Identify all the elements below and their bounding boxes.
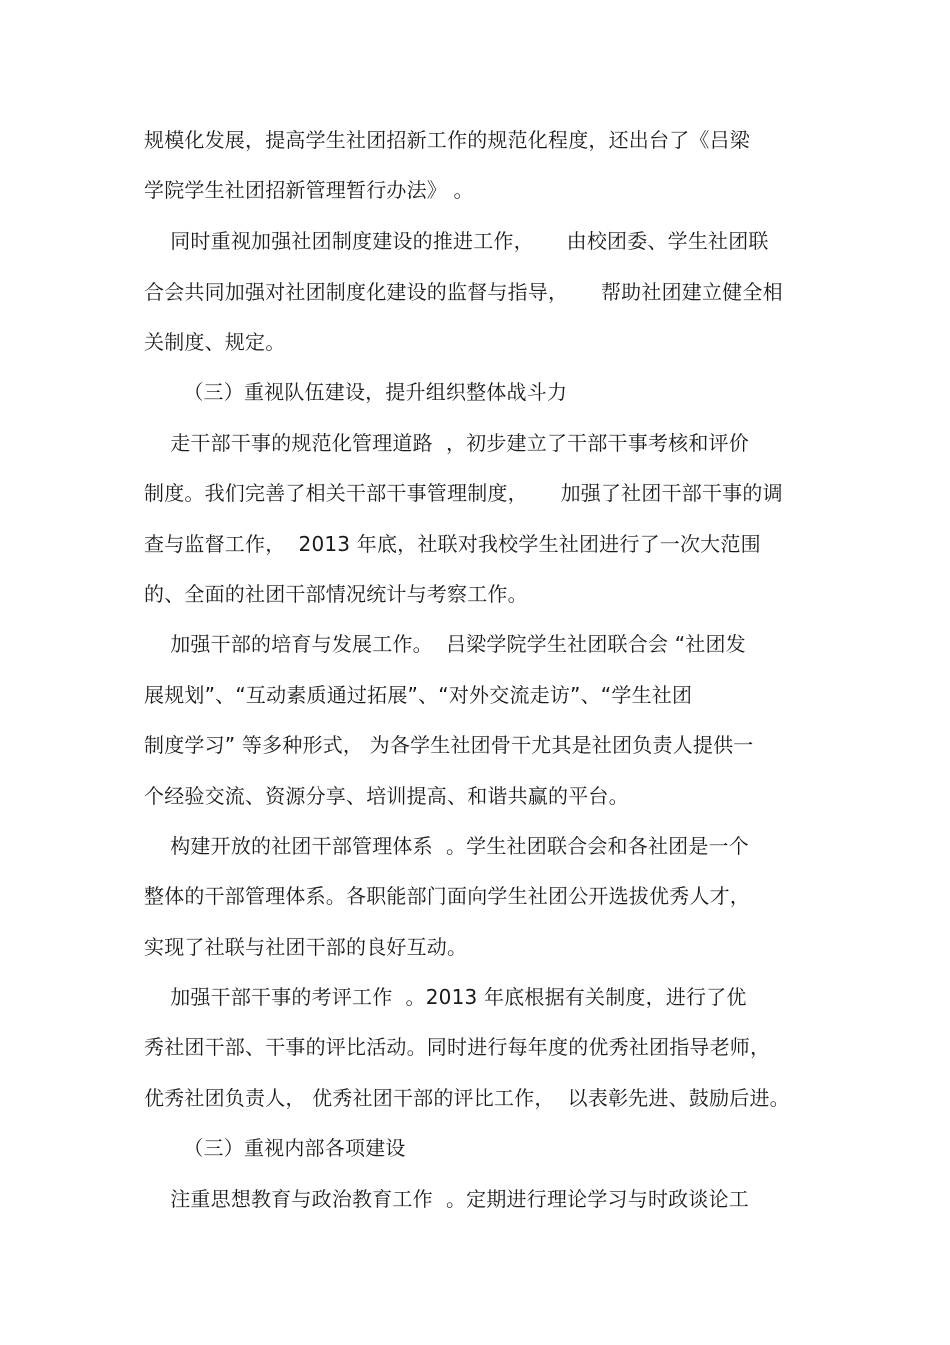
- text-line: 制度学习” 等多种形式， 为各学生社团骨干尤其是社团负责人提供一: [144, 733, 754, 757]
- text-line: 合会共同加强对社团制度化建设的监督与指导， 帮助社团建立健全相: [144, 280, 783, 304]
- text-line: 关制度、规定。: [144, 330, 286, 354]
- text-line: 的、全面的社团干部情况统计与考察工作。: [144, 582, 528, 606]
- section-heading: （三）重视内部各项建设: [144, 1136, 406, 1160]
- text-line: 制度。我们完善了相关干部干事管理制度， 加强了社团干部干事的调: [144, 481, 783, 505]
- paragraph-line: 加强干部的培育与发展工作。 吕梁学院学生社团联合会 “社团发: [144, 632, 746, 656]
- paragraph-line: 加强干部干事的考评工作 。2013 年底根据有关制度，进行了优: [144, 985, 747, 1009]
- text-line: 实现了社联与社团干部的良好互动。: [144, 935, 468, 959]
- text-line: 秀社团干部、干事的评比活动。同时进行每年度的优秀社团指导老师，: [144, 1035, 771, 1059]
- text-line: 优秀社团负责人， 优秀社团干部的评比工作， 以表彰先进、鼓励后进。: [144, 1086, 790, 1110]
- paragraph-line: 构建开放的社团干部管理体系 。学生社团联合会和各社团是一个: [144, 834, 749, 858]
- section-heading: （三）重视队伍建设，提升组织整体战斗力: [144, 380, 568, 404]
- text-line: 规模化发展，提高学生社团招新工作的规范化程度，还出台了《吕梁: [144, 128, 750, 152]
- text-line: 查与监督工作， 2013 年底，社联对我校学生社团进行了一次大范围: [144, 532, 761, 556]
- text-line: 展规划”、“互动素质通过拓展”、“对外交流走访”、“学生社团: [144, 683, 693, 707]
- text-line: 整体的干部管理体系。各职能部门面向学生社团公开选拔优秀人才，: [144, 884, 750, 908]
- text-line: 个经验交流、资源分享、培训提高、和谐共赢的平台。: [144, 784, 629, 808]
- paragraph-line: 同时重视加强社团制度建设的推进工作， 由校团委、学生社团联: [144, 229, 769, 253]
- paragraph-line: 注重思想教育与政治教育工作 。定期进行理论学习与时政谈论工: [144, 1187, 749, 1211]
- paragraph-line: 走干部干事的规范化管理道路 ，初步建立了干部干事考核和评价: [144, 431, 749, 455]
- text-line: 学院学生社团招新管理暂行办法》 。: [144, 178, 474, 202]
